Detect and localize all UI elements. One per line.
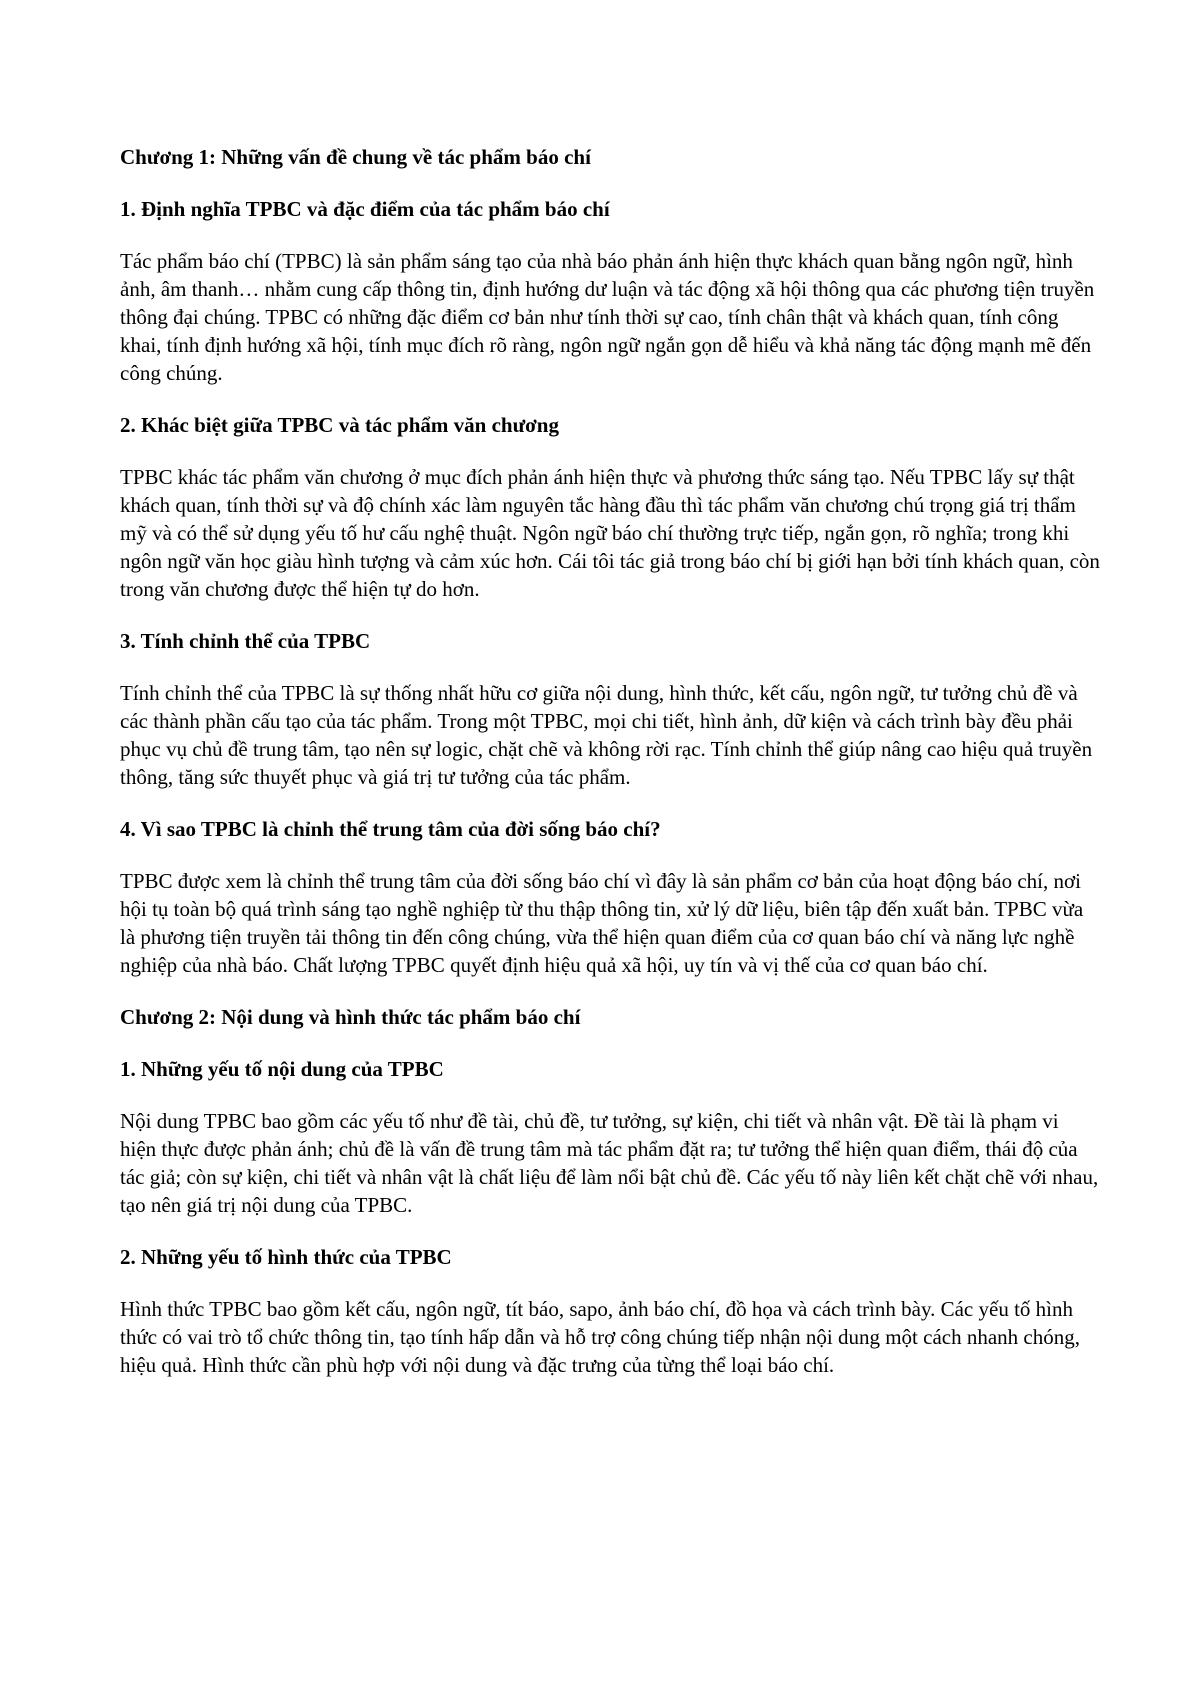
section-4-heading: 4. Vì sao TPBC là chỉnh thể trung tâm của đời sống báo chí? — [120, 817, 661, 841]
chapter-2-section-1-heading: 1. Những yếu tố nội dung của TPBC — [120, 1057, 444, 1081]
section-3-paragraph: Tính chỉnh thể của TPBC là sự thống nhất hữu cơ giữa nội dung, hình thức, kết cấu, ngôn ngữ, tư tưởng chủ đề và các thành phần cấu tạo của tác phẩm. Trong một TPBC, mọi chi tiết, hình ảnh, dữ kiện và cách trình bày đều phải phục vụ chủ đề trung tâm, tạo nên sự logic, chặt chẽ và không rời rạc. Tính chỉnh thể giúp nâng cao hiệu quả truyền thông, tăng sức thuyết phục và giá trị tư tưởng của tác phẩm. — [120, 681, 1093, 789]
chapter-2-section-1-paragraph: Nội dung TPBC bao gồm các yếu tố như đề tài, chủ đề, tư tưởng, sự kiện, chi tiết và nhân vật. Đề tài là phạm vi hiện thực được phản ánh; chủ đề là vấn đề trung tâm mà tác phẩm đặt ra; tư tưởng thể hiện quan điểm, thái độ của tác giả; còn sự kiện, chi tiết và nhân vật là chất liệu để làm nổi bật chủ đề. Các yếu tố này liên kết chặt chẽ với nhau, tạo nên giá trị nội dung của TPBC. — [120, 1109, 1099, 1217]
section-2-heading: 2. Khác biệt giữa TPBC và tác phẩm văn chương — [120, 413, 559, 437]
section-1-paragraph: Tác phẩm báo chí (TPBC) là sản phẩm sáng tạo của nhà báo phản ánh hiện thực khách quan bằng ngôn ngữ, hình ảnh, âm thanh… nhằm cung cấp thông tin, định hướng dư luận và tác động xã hội thông qua các phương tiện truyền thông đại chúng. TPBC có những đặc điểm cơ bản như tính thời sự cao, tính chân thật và khách quan, tính công khai, tính định hướng xã hội, tính mục đích rõ ràng, ngôn ngữ ngắn gọn dễ hiểu và khả năng tác động mạnh mẽ đến công chúng. — [120, 249, 1095, 385]
section-3-heading: 3. Tính chỉnh thể của TPBC — [120, 629, 371, 653]
section-2-paragraph: TPBC khác tác phẩm văn chương ở mục đích phản ánh hiện thực và phương thức sáng tạo. Nếu TPBC lấy sự thật khách quan, tính thời sự và độ chính xác làm nguyên tắc hàng đầu thì tác phẩm văn chương chú trọng giá trị thẩm mỹ và có thể sử dụng yếu tố hư cấu nghệ thuật. Ngôn ngữ báo chí thường trực tiếp, ngắn gọn, rõ nghĩa; trong khi ngôn ngữ văn học giàu hình tượng và cảm xúc hơn. Cái tôi tác giả trong báo chí bị giới hạn bởi tính khách quan, còn trong văn chương được thể hiện tự do hơn. — [120, 465, 1100, 601]
chapter-2-section-2-heading: 2. Những yếu tố hình thức của TPBC — [120, 1245, 452, 1269]
section-1-heading: 1. Định nghĩa TPBC và đặc điểm của tác phẩm báo chí — [120, 197, 610, 221]
chapter-2-title: Chương 2: Nội dung và hình thức tác phẩm báo chí — [120, 1005, 581, 1029]
chapter-2-section-2-paragraph: Hình thức TPBC bao gồm kết cấu, ngôn ngữ, tít báo, sapo, ảnh báo chí, đồ họa và cách trình bày. Các yếu tố hình thức có vai trò tổ chức thông tin, tạo tính hấp dẫn và hỗ trợ công chúng tiếp nhận nội dung một cách nhanh chóng, hiệu quả. Hình thức cần phù hợp với nội dung và đặc trưng của từng thể loại báo chí. — [120, 1297, 1080, 1377]
section-4-paragraph: TPBC được xem là chỉnh thể trung tâm của đời sống báo chí vì đây là sản phẩm cơ bản của hoạt động báo chí, nơi hội tụ toàn bộ quá trình sáng tạo nghề nghiệp từ thu thập thông tin, xử lý dữ liệu, biên tập đến xuất bản. TPBC vừa là phương tiện truyền tải thông tin đến công chúng, vừa thể hiện quan điểm của cơ quan báo chí và năng lực nghề nghiệp của nhà báo. Chất lượng TPBC quyết định hiệu quả xã hội, uy tín và vị thế của cơ quan báo chí. — [120, 869, 1084, 977]
chapter-1-title: Chương 1: Những vấn đề chung về tác phẩm báo chí — [120, 145, 591, 169]
